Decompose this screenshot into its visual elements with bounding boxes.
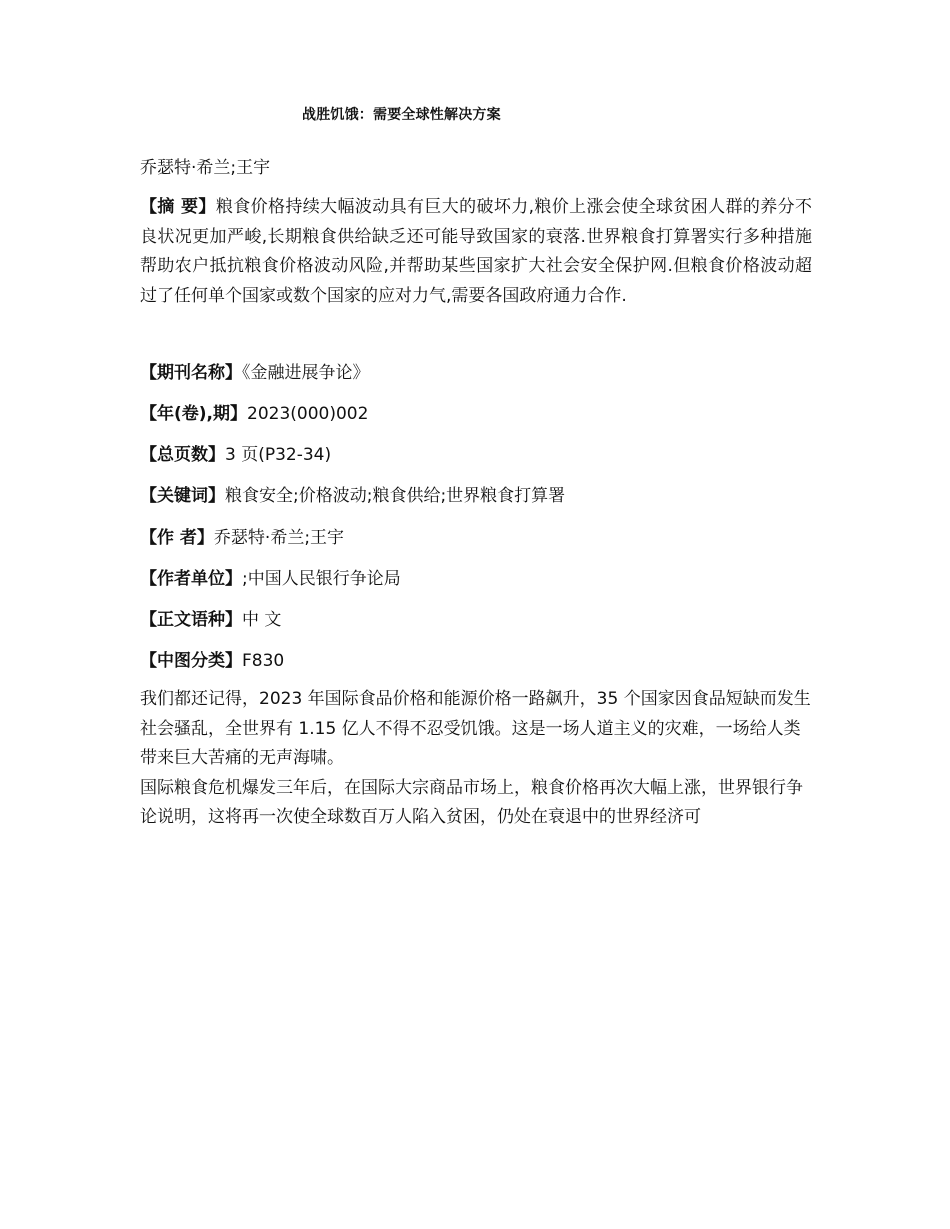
meta-value: 乔瑟特·希兰;王宇 bbox=[213, 528, 345, 548]
meta-keywords bbox=[140, 481, 565, 506]
meta-label: 【总页数】 bbox=[140, 445, 225, 465]
meta-language bbox=[140, 605, 281, 630]
abstract-block bbox=[140, 193, 812, 311]
meta-classification bbox=[140, 646, 284, 671]
meta-year-volume bbox=[140, 399, 368, 424]
authors-line: 乔瑟特·希兰;王宇 bbox=[140, 158, 271, 178]
meta-label: 【中图分类】 bbox=[140, 651, 242, 671]
meta-value: 中 文 bbox=[242, 610, 282, 630]
meta-label: 【期刊名称】 bbox=[140, 363, 242, 383]
meta-value: F830 bbox=[242, 651, 285, 671]
meta-value: 《金融进展争论》 bbox=[242, 363, 370, 383]
body-paragraph: 我们都还记得，2023 年国际食品价格和能源价格一路飙升，35 个国家因食品短缺而发生社会骚乱，全世界有 1.15 亿人不得不忍受饥饿。这是一场人道主义的灾难，一场给人类带来巨大苦痛的无声海啸。 bbox=[140, 689, 811, 768]
meta-value: ;中国人民银行争论局 bbox=[242, 569, 401, 589]
body-text bbox=[140, 685, 812, 833]
meta-affiliation bbox=[140, 564, 401, 589]
meta-page-count bbox=[140, 440, 331, 465]
meta-label: 【年(卷),期】 bbox=[140, 404, 247, 424]
meta-value: 粮食安全;价格波动;粮食供给;世界粮食打算署 bbox=[225, 486, 566, 506]
document-title: 战胜饥饿：需要全球性解决方案 bbox=[302, 107, 501, 123]
abstract-text: 粮食价格持续大幅波动具有巨大的破坏力,粮价上涨会使全球贫困人群的养分不良状况更加严峻,长期粮食供给缺乏还可能导致国家的衰落.世界粮食打算署实行多种措施帮助农户抵抗粮食价格波动风险,并帮助某些国家扩大社会安全保护网.但粮食价格波动超过了任何单个国家或数个国家的应对力气,需要各国政府通力合作. bbox=[140, 197, 813, 306]
meta-journal bbox=[140, 358, 370, 383]
body-paragraph: 国际粮食危机爆发三年后，在国际大宗商品市场上，粮食价格再次大幅上涨，世界银行争论说明，这将再一次使全球数百万人陷入贫困，仍处在衰退中的世界经济可 bbox=[140, 777, 803, 827]
meta-label: 【作 者】 bbox=[140, 528, 214, 548]
meta-label: 【正文语种】 bbox=[140, 610, 242, 630]
meta-label: 【关键词】 bbox=[140, 486, 225, 506]
meta-authors bbox=[140, 523, 344, 548]
meta-label: 【作者单位】 bbox=[140, 569, 242, 589]
meta-value: 3 页(P32-34) bbox=[225, 445, 332, 465]
meta-value: 2023(000)002 bbox=[247, 404, 369, 424]
abstract-label: 【摘 要】 bbox=[140, 197, 216, 217]
